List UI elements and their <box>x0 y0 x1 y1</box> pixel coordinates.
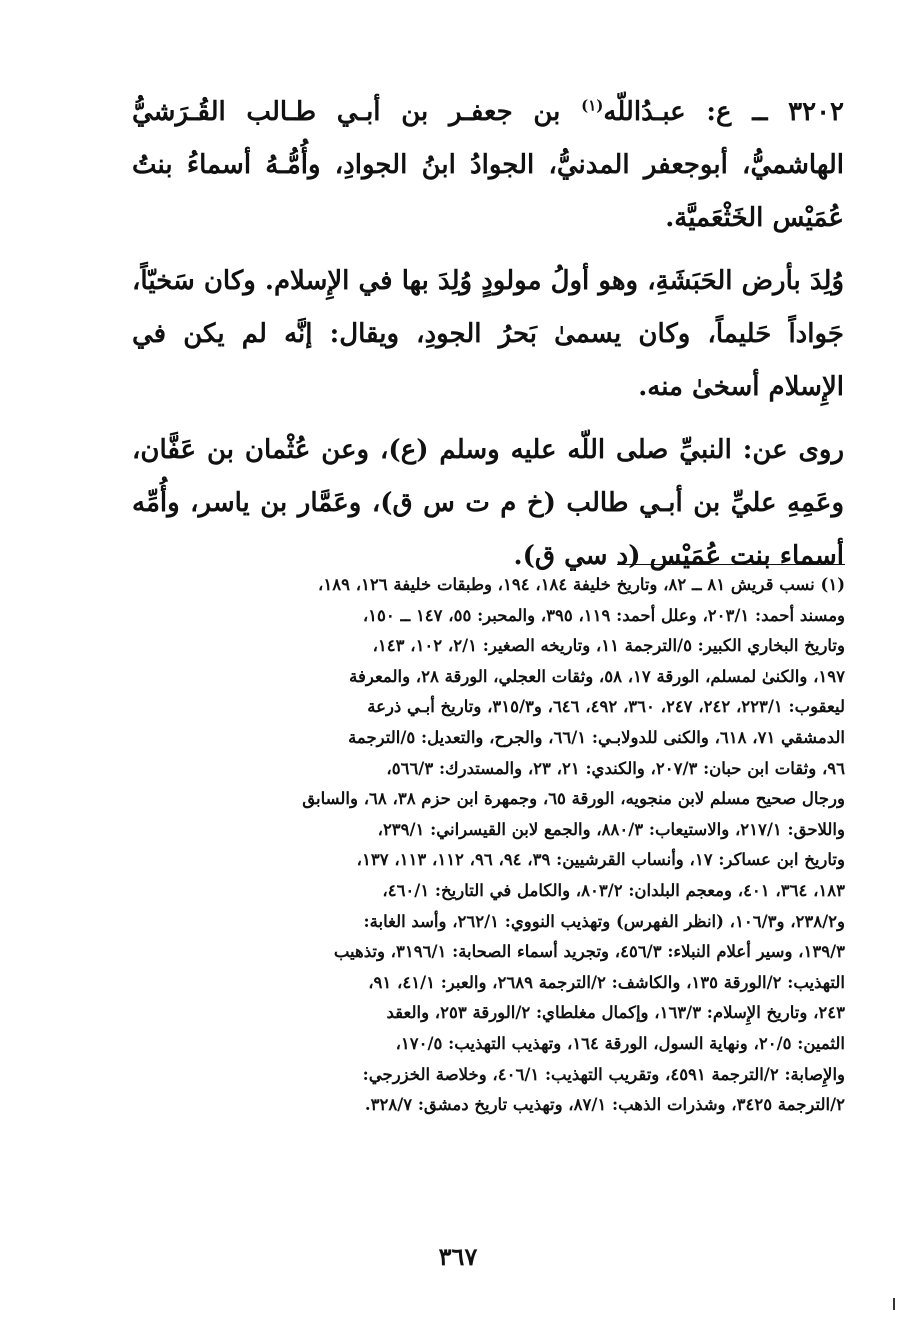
footnote-line: ومسند أحمد: ٢٠٣/١، وعلل أحمد: ١١٩، ٣٩٥، والمحبر: ٥٥، ١٤٧ ــ ١٥٠، <box>362 605 845 625</box>
footnote-line: وتاريخ ابن عساكر: ١٧، وأنساب القرشيين: ٣٩، ٩٤، ٩٦، ١١٢، ١١٣، ١٣٧، <box>356 850 845 870</box>
narrates-label: روى عن: <box>742 435 844 465</box>
footnote-line: (١) نسب قريش ٨١ ــ ٨٢، وتاريخ خليفة ١٨٤، ١٩٤، وطبقات خليفة ١٢٦، ١٨٩، <box>318 575 845 594</box>
footnote-line: ٩٦، وثقات ابن حبان: ٢٠٧/٣، والكندي: ٢١، ٢٣، والمستدرك: ٥٦٦/٣، <box>386 758 845 778</box>
footnote-line: التهذيب: ٢/الورقة ١٣٥، والكاشف: ٢/الترجمة ٢٦٨٩، والعبر: ٤١/١، ٩١، <box>368 972 845 992</box>
footnote-line: الثمين: ٢٠/٥، ونهاية السول، الورقة ١٦٤، وتهذيب التهذيب: ١٧٠/٥، <box>395 1033 845 1053</box>
footnote-line: ٢٤٣، وتاريخ الإِسلام: ١٦٣/٣، وإكمال مغلطاي: ٢/الورقة ٢٥٣، والعقد <box>386 1003 845 1023</box>
footnote-line: ٢/الترجمة ٣٤٢٥، وشذرات الذهب: ٨٧/١، وتهذيب تاريخ دمشق: ٣٢٨/٧. <box>364 1095 845 1115</box>
narrates-text: النبيِّ صلى اللّه عليه وسلم (ع)، وعن عُثْمان بن عَفَّان، وعَمِهِ عليِّ بن أبـي طالب (خ م ت س ق)، وعَمَّار بن ياسر، وأُمِّه أسماء بنت عُمَيْس (د سي ق). <box>132 435 844 571</box>
footnote-separator <box>617 564 845 565</box>
entry-symbol: ع <box>716 97 732 127</box>
page-number: ٣٦٧ <box>438 1242 478 1271</box>
scan-edge-mark <box>893 1298 895 1310</box>
birth-paragraph: وُلِدَ بأرض الحَبَشَةِ، وهو أولُ مولودٍ وُلِدَ بها في الإِسلام. وكان سَخيّاً، جَواداً حَليماً، وكان يسمىٰ بَحرُ الجودِ، ويقال: إنَّه لم يكن في الإِسلام أسخىٰ منه. <box>132 266 844 402</box>
footnote-line: والإِصابة: ٢/الترجمة ٤٥٩١، وتقريب التهذيب: ٤٠٦/١، وخلاصة الخزرجي: <box>362 1064 845 1084</box>
entry-lineage: بن جعفـر بن أبـي طـالب القُـرَشيُّ الهاشميُّ، أبوجعفر المدنيُّ، الجوادُ ابنُ الجوادِ، وأُمُّـهُ أسماءُ بنتُ عُمَيْس الخَثْعَميَّة. <box>132 97 844 233</box>
footnote-line: و٢٣٨/٢، و١٠٦/٣، (انظر الفهرس) وتهذيب النووي: ٢٦٢/١، وأسد الغابة: <box>363 911 845 931</box>
footnote-reference: (١) <box>581 96 604 115</box>
entry-heading-paragraph: ٣٢٠٢ ــ ع: عبـدُاللّه$^{(١)}$ بن جعفـر بن أبـي طـالب القُـرَشيُّ الهاشميُّ، أبوجعفر المدنيُّ، الجوادُ ابنُ الجوادِ، وأُمُّـهُ أسماءُ بنتُ عُمَيْس الخَثْعَميَّة. <box>132 96 844 233</box>
entry-name: عبـدُاللّه <box>603 97 686 127</box>
narrates-paragraph <box>132 424 844 583</box>
entry-body <box>132 86 844 593</box>
footnote-line: ١٩٧، والكنىٰ لمسلم، الورقة ١٧، ٥٨، وثقات العجلي، الورقة ٢٨، والمعرفة <box>349 666 845 686</box>
footnote-line: ١٨٣، ٣٦٤، ٤٠١، ومعجم البلدان: ٨٠٣/٢، والكامل في التاريخ: ٤٦٠/١، <box>382 880 845 900</box>
footnote-line: وتاريخ البخاري الكبير: ٥/الترجمة ١١، وتاريخه الصغير: ٢/١، ١٠٢، ١٤٣، <box>372 636 845 656</box>
entry-number: ٣٢٠٢ <box>788 97 844 127</box>
footnote-line: واللاحق: ٢١٧/١، والاستيعاب: ٨٨٠/٣، والجمع لابن القيسراني: ٢٣٩/١، <box>377 819 845 839</box>
footnote-line: ورجال صحيح مسلم لابن منجويه، الورقة ٦٥، وجمهرة ابن حزم ٣٨، ٦٨، والسابق <box>302 789 845 809</box>
footnote-block <box>150 570 845 1121</box>
footnote-line: ١٣٩/٣، وسير أعلام النبلاء: ٤٥٦/٣، وتجريد أسماء الصحابة: ٣١٩٦/١، وتذهيب <box>333 942 845 962</box>
footnote-line: ليعقوب: ٢٢٣/١، ٢٤٢، ٢٤٧، ٣٦٠، ٤٩٢، ٦٤٦، و٣١٥/٣، وتاريخ أبـي ذرعة <box>367 697 845 717</box>
footnote-line: الدمشقي ٧١، ٦١٨، والكنى للدولابـي: ٦٦/١، والجرح، والتعديل: ٥/الترجمة <box>348 727 845 747</box>
